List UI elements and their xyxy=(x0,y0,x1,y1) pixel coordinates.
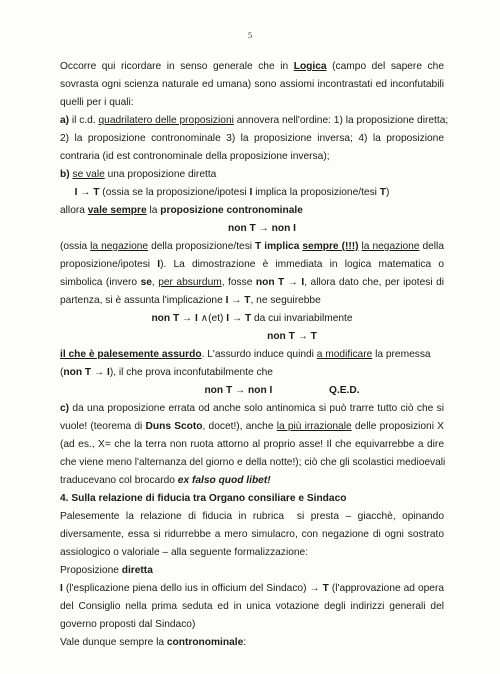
text-line xyxy=(90,385,474,397)
text-run: , ne seguirebbe xyxy=(250,295,321,306)
text-run: I xyxy=(249,187,253,198)
text-run: non T → I xyxy=(151,313,198,324)
text-run: delle proposizioni X xyxy=(351,421,444,432)
text-run: ( xyxy=(60,367,64,378)
text-run: T xyxy=(322,583,329,594)
text-run: una proposizione diretta xyxy=(104,169,217,180)
text-run: quelli per i quali: xyxy=(60,97,134,108)
text-run: assiologico o valoriale – alla seguente formalizzazione: xyxy=(60,547,309,558)
text-run: I → T xyxy=(74,187,100,198)
text-run: se xyxy=(140,277,152,288)
text-run: ), il che prova inconfutabilmente che xyxy=(109,367,273,378)
text-run: T xyxy=(379,187,387,198)
text-line xyxy=(60,79,444,91)
text-run: , fosse xyxy=(221,277,256,288)
text-line xyxy=(60,403,444,415)
text-run: I xyxy=(60,583,63,594)
text-run: governo proposti dal Sindaco) xyxy=(60,619,196,630)
text-run: non T → I xyxy=(63,367,110,378)
text-line xyxy=(60,133,444,145)
text-run: non T → non I xyxy=(228,223,296,234)
text-line xyxy=(60,169,444,181)
text-run: (ossia se la proposizione/ipotesi xyxy=(99,187,250,198)
text-run: la xyxy=(146,205,161,216)
text-line xyxy=(60,115,449,127)
text-run: il che è palesemente assurdo xyxy=(60,349,202,360)
text-run: Logica xyxy=(293,61,327,72)
page-number: 5 xyxy=(247,30,253,40)
text-run: simbolica (invero xyxy=(60,277,141,288)
text-run: della xyxy=(419,241,444,252)
text-line xyxy=(60,349,444,361)
text-line xyxy=(60,277,444,289)
text-run: T xyxy=(255,241,262,252)
text-run: da cui invariabilmente xyxy=(251,313,353,324)
text-run: la negazione xyxy=(90,241,149,252)
text-run: Palesemente la relazione di fiducia in rubrica si presta – giacchè, opinando xyxy=(60,511,444,522)
text-line xyxy=(60,457,444,469)
text-line xyxy=(60,313,444,325)
text-run: vuole! (teorema di xyxy=(60,421,146,432)
text-run: I → T xyxy=(225,295,251,306)
text-line xyxy=(60,259,444,271)
text-run: Proposizione xyxy=(60,565,122,576)
text-run: I → T xyxy=(226,313,252,324)
text-run: del Consiglio nella prima seduta ed in unica votazione degli indirizzi generali del xyxy=(60,601,444,612)
text-run: vale sempre xyxy=(87,205,147,216)
text-run: Occorre qui ricordare in senso generale che in xyxy=(60,61,294,72)
text-run: , allora dato che, per ipotesi di xyxy=(304,277,445,288)
text-run: ). La dimostrazione è immediata in logica matematica o xyxy=(160,259,444,270)
text-run: : xyxy=(243,637,247,648)
text-run: contraria (id est contronominale della proposizione inversa); xyxy=(60,151,330,162)
text-line xyxy=(60,493,444,505)
text-run: Q.E.D. xyxy=(328,385,360,396)
text-run: Vale dunque sempre la xyxy=(60,637,167,648)
text-run: ex falso quod libet! xyxy=(177,475,271,486)
text-run: I xyxy=(157,259,161,270)
text-run: non T → non I xyxy=(204,385,273,396)
text-line xyxy=(60,97,444,109)
text-line xyxy=(60,565,444,577)
text-line xyxy=(60,511,444,523)
text-run: diversamente, essa si ridurrebbe a mero simulacro, con negazione di ogni sostrato xyxy=(60,529,444,540)
text-run: sovrasta ogni scienza naturale ed umana) sono assiomi incontrastati ed inconfutabili xyxy=(60,79,444,90)
text-run: quadrilatero delle proposizioni xyxy=(98,115,234,126)
text-run: diretta xyxy=(121,565,153,576)
text-run: se vale xyxy=(72,169,105,180)
text-run: che viene meno l'alternanza del giorno e della notte!); ciò che gli scolastici medioevali xyxy=(60,457,446,468)
text-line xyxy=(40,187,424,199)
text-line xyxy=(60,619,444,631)
text-line xyxy=(60,439,444,451)
text-run: contronominale xyxy=(166,637,244,648)
text-run xyxy=(272,385,329,396)
text-run: (ad es., X= che la terra non ruota attorno al proprio asse! Il che equivarrebbe a dire xyxy=(60,439,444,450)
text-run: traducevano col brocardo xyxy=(60,475,178,486)
text-run: allora xyxy=(60,205,88,216)
text-run: la più irrazionale xyxy=(276,421,352,432)
text-run: annovera nell'ordine: 1) la proposizione diretta; xyxy=(233,115,449,126)
text-run: da una proposizione errata od anche solo antinomica si può trarre tutto ciò che si xyxy=(69,403,444,414)
text-run: 4. Sulla relazione di fiducia tra Organo consiliare e Sindaco xyxy=(60,493,347,504)
text-run: la negazione xyxy=(361,241,420,252)
text-line xyxy=(70,223,454,235)
text-run: implica xyxy=(264,241,300,252)
text-run: implica la proposizione/tesi xyxy=(252,187,380,198)
text-line xyxy=(100,331,484,343)
text-run: 2) la proposizione contronominale 3) la proposizione inversa; 4) la proposizione xyxy=(60,133,444,144)
text-run: ∧(et) xyxy=(197,313,227,324)
text-run: proposizione contronominale xyxy=(160,205,303,216)
text-run: (campo del sapere che xyxy=(326,61,444,72)
text-line xyxy=(60,601,444,613)
text-line xyxy=(60,205,444,217)
text-line xyxy=(60,241,444,253)
text-run: il c.d. xyxy=(69,115,99,126)
text-run: a modificare xyxy=(316,349,373,360)
text-run: non T → T xyxy=(267,331,317,342)
text-run: . L'assurdo induce quindi xyxy=(201,349,317,360)
text-line xyxy=(60,583,444,595)
text-line xyxy=(60,421,444,433)
text-run: ) xyxy=(386,187,390,198)
text-line xyxy=(60,151,444,163)
text-line xyxy=(60,529,444,541)
text-run: a) xyxy=(60,115,70,126)
text-run: , docet!), anche xyxy=(202,421,277,432)
text-run: , xyxy=(151,277,159,288)
text-run: (ossia xyxy=(60,241,91,252)
text-run: Duns Scoto xyxy=(145,421,203,432)
text-run: partenza, si è assunta l'implicazione xyxy=(60,295,226,306)
text-run: sempre (!!!) xyxy=(302,241,359,252)
text-run: non T → I xyxy=(255,277,305,288)
text-line xyxy=(60,367,444,379)
text-run: della proposizione/tesi xyxy=(148,241,256,252)
text-line xyxy=(60,475,444,487)
text-run: la premessa xyxy=(372,349,431,360)
text-run: b) xyxy=(60,169,70,180)
text-line xyxy=(60,547,444,559)
text-line xyxy=(60,637,444,649)
text-line xyxy=(60,295,444,307)
text-run: per absurdum xyxy=(158,277,222,288)
text-run: (l'approvazione ad opera xyxy=(328,583,444,594)
text-line xyxy=(60,61,444,73)
text-run: proposizione/ipotesi xyxy=(60,259,158,270)
text-run: (l'esplicazione piena dello ius in officium del Sindaco) → xyxy=(62,583,323,594)
text-run: c) xyxy=(60,403,70,414)
